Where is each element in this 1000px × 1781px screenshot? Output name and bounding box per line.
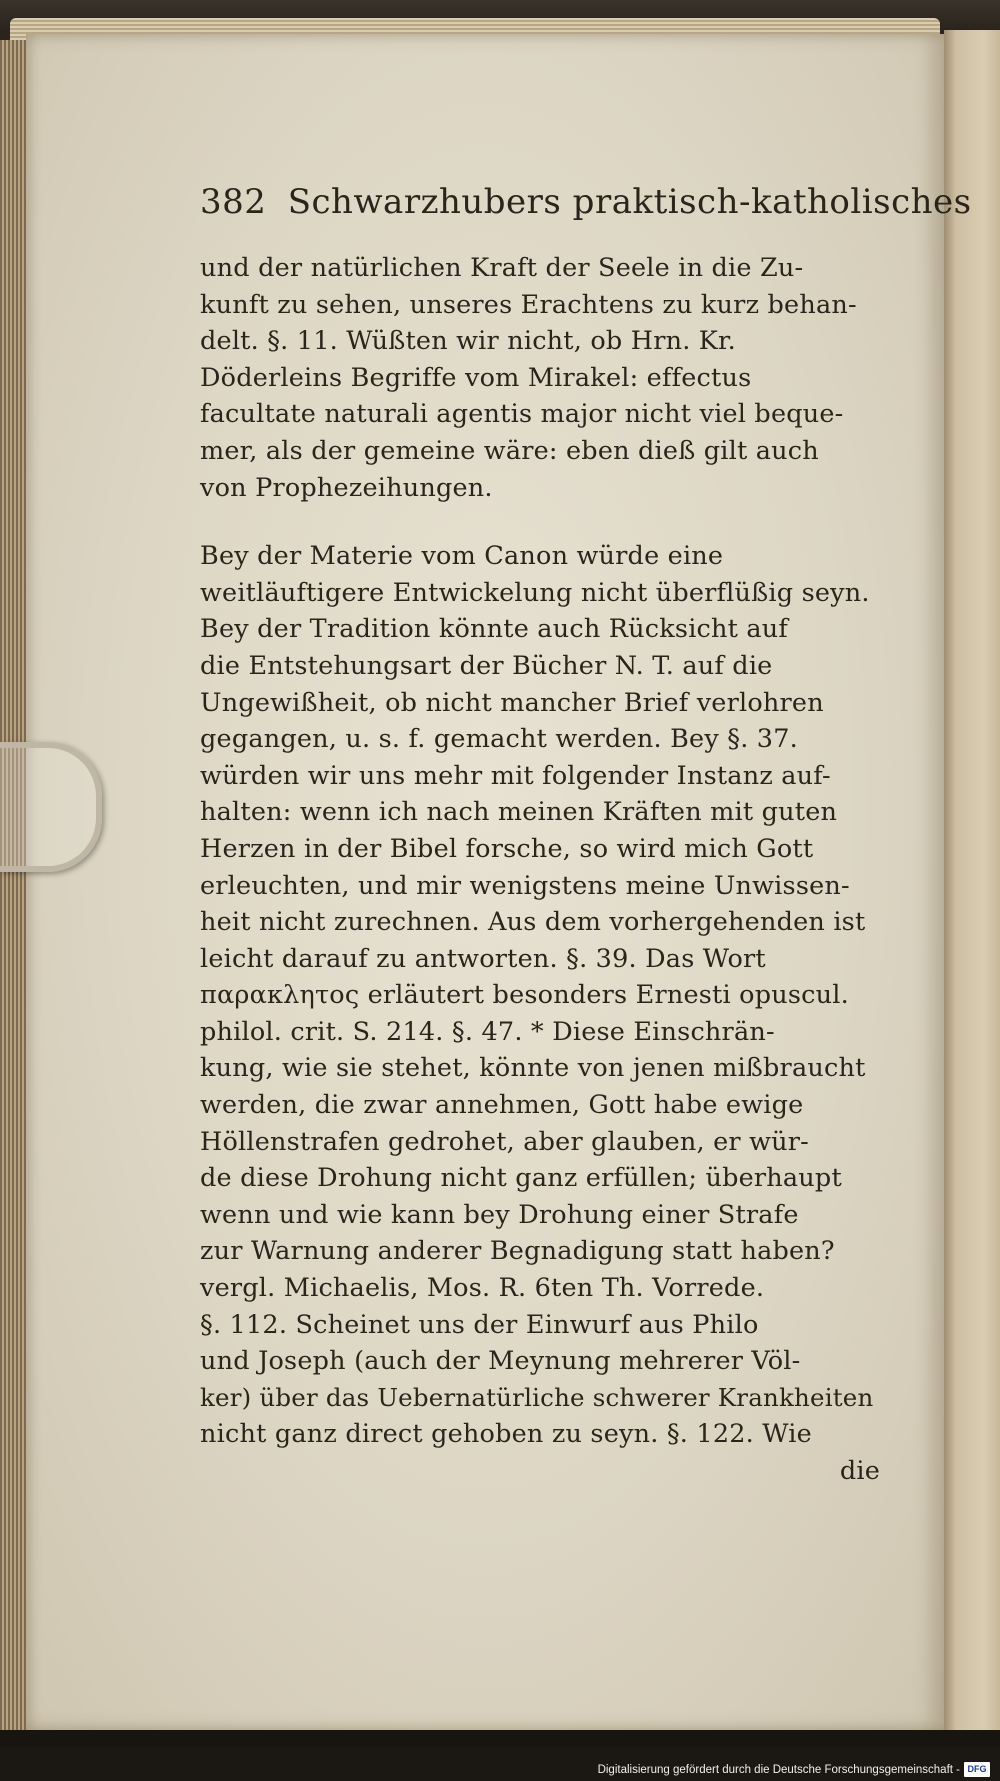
text-line: philol. crit. S. 214. §. 47. * Diese Einschrän- [200, 1016, 775, 1047]
text-line: Höllenstrafen gedrohet, aber glauben, er wür- [200, 1126, 809, 1157]
text-line: kunft zu sehen, unseres Erachtens zu kurz behan- [200, 289, 857, 320]
text-line: erleuchten, und mir wenigstens meine Unwissen- [200, 870, 850, 901]
text-line: und der natürlichen Kraft der Seele in die Zu- [200, 253, 804, 283]
text-line: mer, als der gemeine wäre: eben dieß gilt auch [200, 435, 819, 466]
text-line: §. 112. Scheinet uns der Einwurf aus Philo [200, 1309, 759, 1340]
text-line: die Entstehungsart der Bücher N. T. auf die [200, 650, 773, 681]
text-line: von Prophezeihungen. [200, 472, 493, 503]
page-clip [0, 742, 102, 872]
text-line: heit nicht zurechnen. Aus dem vorhergehenden ist [200, 907, 866, 938]
running-head-title: Schwarzhubers praktisch-katholisches [287, 182, 972, 222]
text-line: leicht darauf zu antworten. §. 39. Das Wort [200, 943, 766, 974]
text-line: würden wir uns mehr mit folgender Instanz auf- [200, 760, 831, 791]
text-line: Ungewißheit, ob nicht mancher Brief verlohren [200, 687, 824, 718]
text-line: wenn und wie kann bey Drohung einer Strafe [200, 1199, 799, 1230]
text-line: facultate naturali agentis major nicht viel beque- [200, 399, 844, 430]
text-line: gegangen, u. s. f. gemacht werden. Bey §. 37. [200, 724, 798, 755]
page-number: 382 [200, 182, 267, 222]
text-line: weitläuftigere Entwickelung nicht überflüßig seyn. [200, 577, 870, 608]
text-line: halten: wenn ich nach meinen Kräften mit guten [200, 797, 838, 828]
text-line: Bey der Materie vom Canon würde eine [200, 541, 724, 572]
book-bottom-shadow [0, 1730, 1000, 1746]
text-line: Herzen in der Bibel forsche, so wird mich Gott [200, 833, 814, 864]
page-edges-left [0, 40, 26, 1730]
text-line: nicht ganz direct gehoben zu seyn. §. 122. Wie [200, 1419, 812, 1450]
text-line: delt. §. 11. Wüßten wir nicht, ob Hrn. Kr. [200, 326, 736, 357]
text-line: und Joseph (auch der Meynung mehrerer Völ- [200, 1346, 801, 1377]
text-line: παρακλητος erläutert besonders Ernesti opuscul. [200, 980, 849, 1011]
running-header [200, 180, 972, 224]
text-line: Bey der Tradition könnte auch Rücksicht auf [200, 614, 789, 645]
text-line: kung, wie sie stehet, könnte von jenen mißbraucht [200, 1053, 866, 1084]
paragraph-2 [200, 538, 880, 1453]
paragraph-1 [200, 250, 880, 506]
catchword: die [839, 1456, 880, 1486]
text-line: vergl. Michaelis, Mos. R. 6ten Th. Vorrede. [200, 1273, 765, 1304]
page-text [200, 180, 972, 1490]
dfg-logo: DFG [964, 1762, 990, 1777]
text-line: zur Warnung anderer Begnadigung statt haben? [200, 1236, 835, 1267]
catchword-block [200, 1453, 880, 1490]
footer-credit: Digitalisierung gefördert durch die Deutsche Forschungsgemeinschaft - [597, 1764, 960, 1776]
text-line: de diese Drohung nicht ganz erfüllen; überhaupt [200, 1163, 842, 1194]
text-line: ker) über das Uebernatürliche schwerer Krankheiten [200, 1382, 874, 1412]
text-line: werden, die zwar annehmen, Gott habe ewige [200, 1090, 804, 1121]
text-line: Döderleins Begriffe vom Mirakel: effectus [200, 362, 752, 393]
facing-page-edge [944, 30, 1000, 1730]
